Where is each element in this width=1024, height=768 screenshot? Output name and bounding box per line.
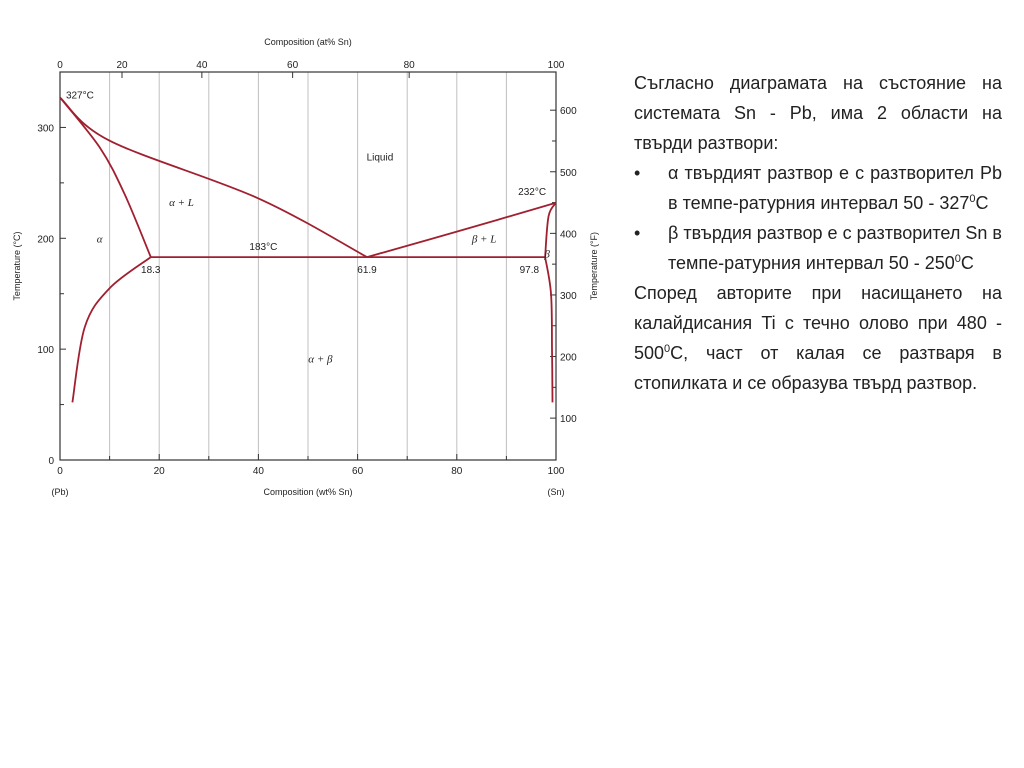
bullet-alpha-end: C <box>975 193 989 213</box>
tick-label-bottom-80: 80 <box>451 466 463 477</box>
description-text <box>634 68 1002 398</box>
tick-label-right-400: 400 <box>560 229 577 241</box>
label-comp-61-9: 61.9 <box>357 265 377 277</box>
label-alpha-beta: α + β <box>308 353 333 366</box>
tick-label-right-100: 100 <box>560 414 577 426</box>
closing-paragraph <box>634 278 1002 398</box>
tick-label-right-600: 600 <box>560 106 577 118</box>
tick-label-right-200: 200 <box>560 352 577 364</box>
tick-label-left-100: 100 <box>37 345 54 357</box>
bullet-alpha <box>634 158 1002 218</box>
closing-text-a: Според авторите при насищането на калайдисания Ti с течно олово при 480 - 500 <box>634 283 1002 363</box>
bottom-axis-title: Composition (wt% Sn) <box>263 487 353 497</box>
label-alpha-l: α + L <box>169 197 194 210</box>
tick-label-bottom-100: 100 <box>547 466 565 477</box>
top-axis-title: Composition (at% Sn) <box>264 37 352 47</box>
label-327c: 327°C <box>65 90 94 102</box>
tick-label-top-80: 80 <box>403 60 415 71</box>
solidus-alpha-curve <box>60 98 151 258</box>
right-axis-title: Temperature (°F) <box>589 231 599 301</box>
tick-label-left-200: 200 <box>37 234 54 246</box>
solvus-beta-curve <box>545 257 552 402</box>
tick-label-top-40: 40 <box>196 60 208 71</box>
tick-label-top-100: 100 <box>547 60 565 71</box>
tick-label-right-500: 500 <box>560 167 577 179</box>
tick-label-left-300: 300 <box>37 123 54 135</box>
label-beta-l: β + L <box>471 233 497 246</box>
tick-label-bottom-0: 0 <box>57 466 63 477</box>
tick-label-top-0: 0 <box>57 60 63 71</box>
tick-label-bottom-60: 60 <box>352 466 364 477</box>
tick-label-bottom-20: 20 <box>153 466 165 477</box>
phase-diagram <box>0 0 610 510</box>
bullet-list <box>634 158 1002 278</box>
tick-label-right-300: 300 <box>560 290 577 302</box>
left-axis-title: Temperature (°C) <box>12 231 22 301</box>
label-beta: β <box>544 248 550 261</box>
tick-label-top-60: 60 <box>287 60 299 71</box>
end-label-sn: (Sn) <box>547 487 565 497</box>
bullet-beta-end: C <box>960 253 974 273</box>
solvus-alpha-curve <box>72 257 150 402</box>
tick-label-left-0: 0 <box>48 456 54 467</box>
intro-paragraph: Съгласно диаграмата на състояние на системата Sn - Pb, има 2 области на твърди разтвори: <box>634 73 1002 153</box>
label-alpha: α <box>96 233 103 246</box>
bullet-alpha-text: α твърдият разтвор е с разтворител Pb в темпе-ратурния интервал 50 - 327 <box>668 163 1002 213</box>
grid-lines <box>60 72 556 460</box>
bullet-beta-sup: 0 <box>954 253 961 265</box>
closing-text-b: C, част от калая се разтваря в стопилката и се образува твърд разтвор. <box>634 343 1002 393</box>
end-label-pb: (Pb) <box>51 487 69 497</box>
liquidus-beta-curve <box>367 203 556 257</box>
label-183c: 183°C <box>249 242 278 254</box>
tick-label-top-20: 20 <box>116 60 128 71</box>
axis-ticks <box>37 60 577 477</box>
liquidus-alpha-curve <box>60 98 367 258</box>
bullet-beta-text: β твърдия разтвор е с разтворител Sn в темпе-ратурния интервал 50 - 250 <box>668 223 1002 273</box>
label-liquid: Liquid <box>366 152 394 164</box>
closing-sup: 0 <box>664 343 671 355</box>
label-comp-97-8: 97.8 <box>519 265 540 277</box>
tick-label-bottom-40: 40 <box>252 466 264 477</box>
bullet-alpha-sup: 0 <box>969 193 976 205</box>
label-232c: 232°C <box>518 186 547 198</box>
label-comp-18-3: 18.3 <box>141 265 161 277</box>
bullet-beta <box>634 218 1002 278</box>
